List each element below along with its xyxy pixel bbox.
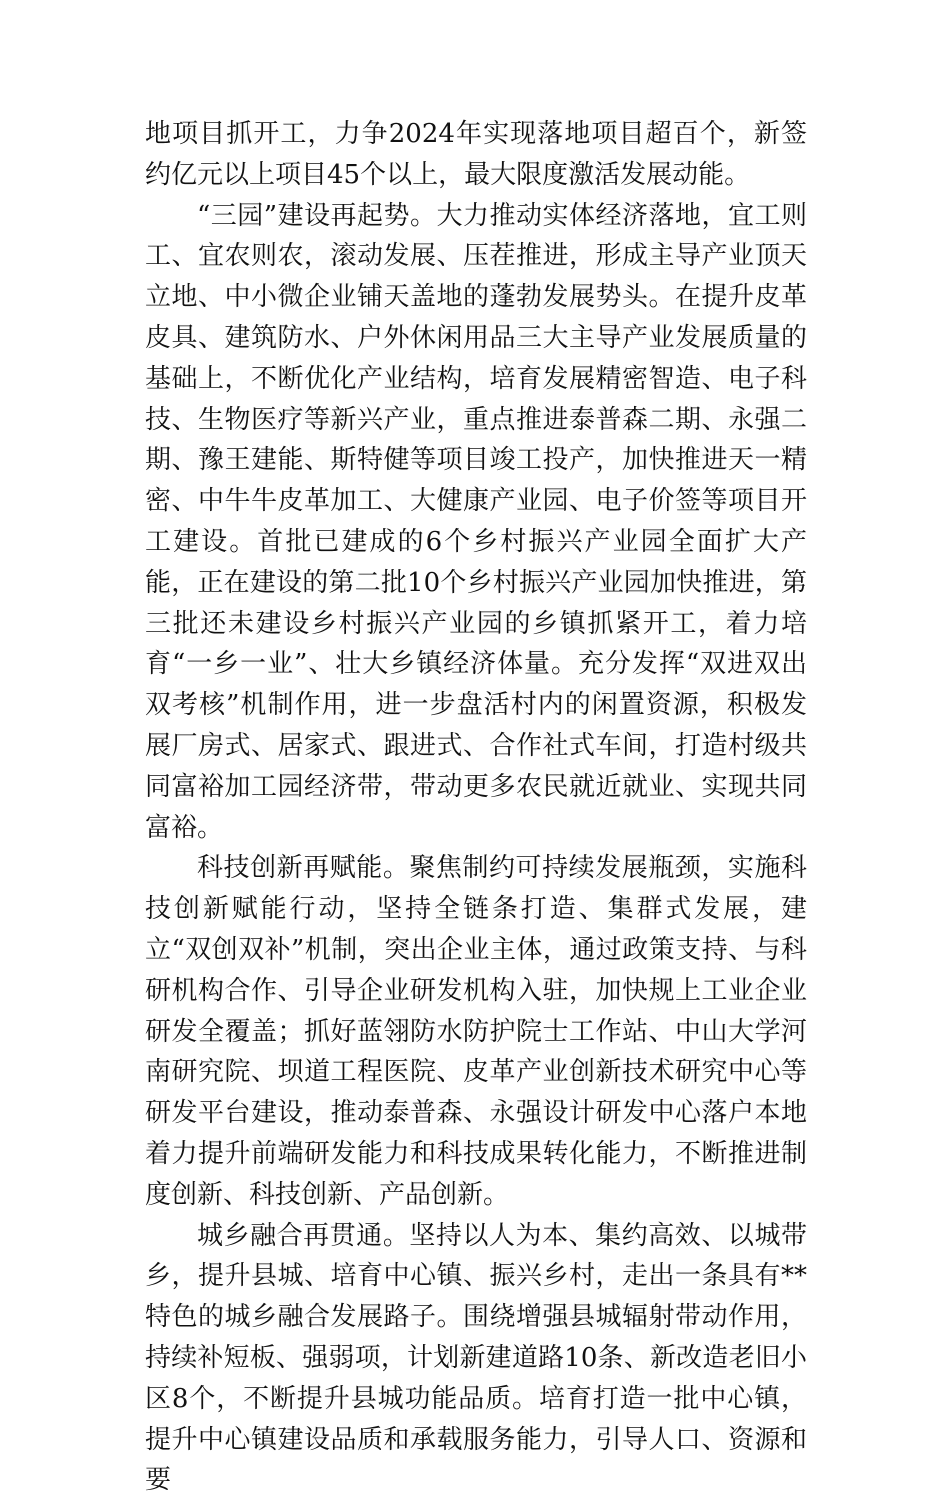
paragraph-tech-innovation: 科技创新再赋能。聚焦制约可持续发展瓶颈，实施科技创新赋能行动，坚持全链条打造、集群式发展，建立“双创双补”机制，突出企业主体，通过政策支持、与科研机构合作、引导企业研发机构入驻，加快规上工业企业研发全覆盖；抓好蓝翎防水防护院士工作站、中山大学河南研究院、坝道工程医院、皮革产业创新技术研究中心等研发平台建设，推动泰普森、永强设计研发中心落户本地着力提升前端研发能力和科技成果转化能力，不断推进制度创新、科技创新、产品创新。 [145, 853, 807, 1210]
paragraph-continuation: 地项目抓开工，力争2024年实现落地项目超百个，新签约亿元以上项目45个以上，最大限度激活发展动能。 [145, 119, 807, 190]
paragraph-sanyuan: “三园”建设再起势。大力推动实体经济落地，宜工则工、宜农则农，滚动发展、压茬推进，形成主导产业顶天立地、中小微企业铺天盖地的蓬勃发展势头。在提升皮革皮具、建筑防水、户外休闲用品三大主导产业发展质量的基础上，不断优化产业结构，培育发展精密智造、电子科技、生物医疗等新兴产业，重点推进泰普森二期、永强二期、豫王建能、斯特健等项目竣工投产，加快推进天一精密、中牛牛皮革加工、大健康产业园、电子价签等项目开工建设。首批已建成的6个乡村振兴产业园全面扩大产能，正在建设的第二批10个乡村振兴产业园加快推进，第三批还未建设乡村振兴产业园的乡镇抓紧开工，着力培育“一乡一业”、壮大乡镇经济体量。充分发挥“双进双出双考核”机制作用，进一步盘活村内的闲置资源，积极发展厂房式、居家式、跟进式、合作社式车间，打造村级共同富裕加工园经济带，带动更多农民就近就业、实现共同富裕。 [145, 200, 807, 843]
paragraph-urban-rural: 城乡融合再贯通。坚持以人为本、集约高效、以城带乡，提升县城、培育中心镇、振兴乡村，走出一条具有**特色的城乡融合发展路子。围绕增强县城辐射带动作用，持续补短板、强弱项，计划新建道路10条、新改造老旧小区8个，不断提升县城功能品质。培育打造一批中心镇，提升中心镇建设品质和承载服务能力，引导人口、资源和要 [145, 1220, 807, 1496]
document-body [145, 114, 807, 1501]
